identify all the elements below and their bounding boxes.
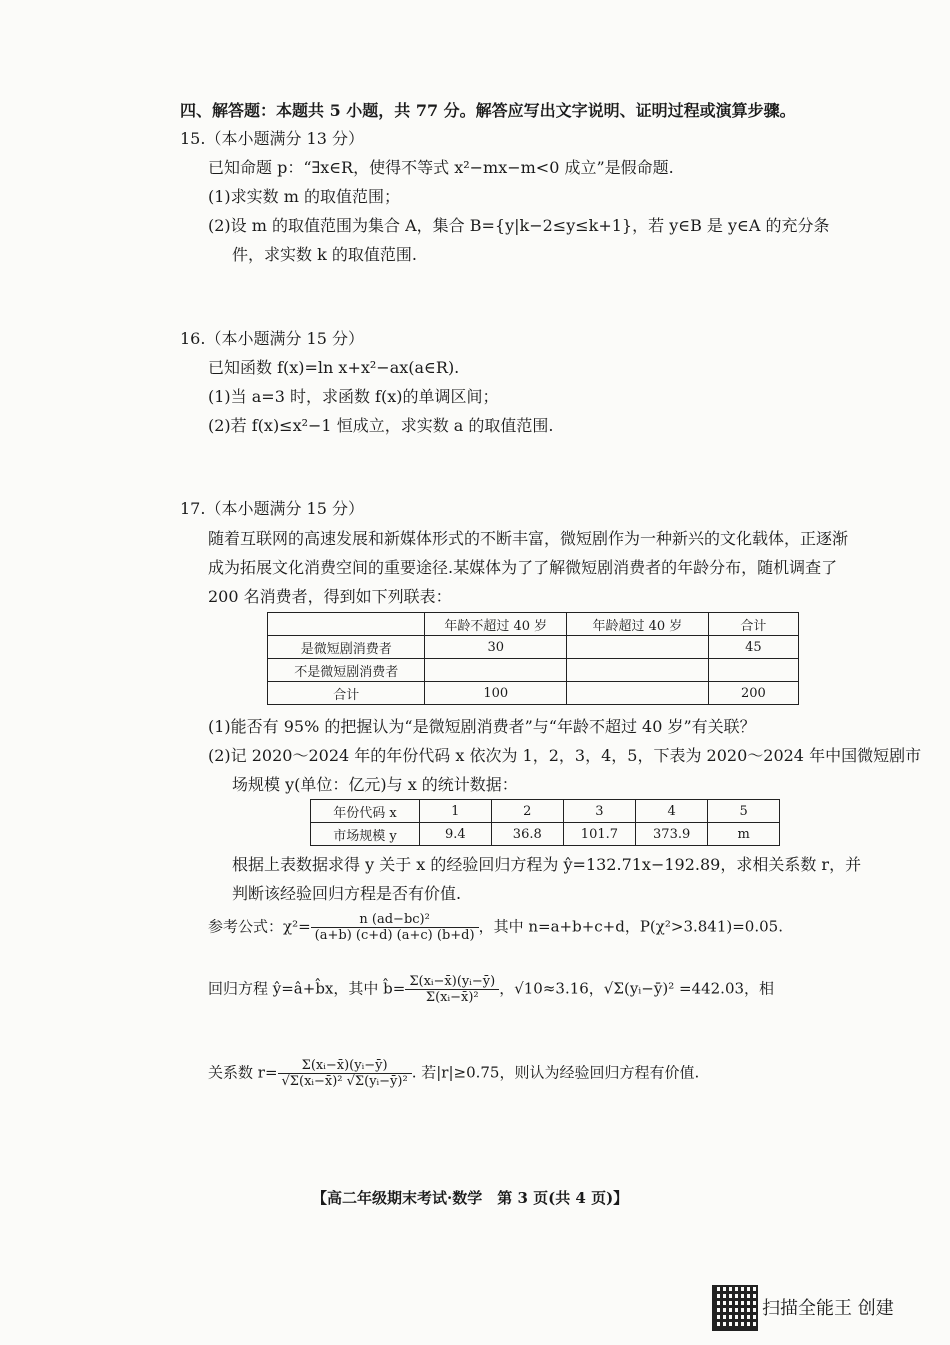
formula-suffix: ，√10≈3.16，√Σ(yᵢ−ȳ)² =442.03，相: [499, 979, 775, 998]
table1-cell: [567, 659, 709, 682]
b-denominator: Σ(xᵢ−x̄)²: [425, 990, 479, 1005]
table1-header: 年龄超过 40 岁: [567, 613, 709, 636]
correlation-formula: [208, 1058, 699, 1089]
table2-cell: 36.8: [491, 823, 563, 846]
table1-cell: [708, 659, 798, 682]
table-row: [268, 682, 799, 705]
table2-cell: 3: [563, 800, 635, 823]
chi-square-formula: [208, 912, 783, 943]
table-row: [311, 800, 780, 823]
formula-label: 回归方程 ŷ=â+b̂x，其中 b̂=: [208, 979, 406, 998]
table1-header: 年龄不超过 40 岁: [425, 613, 567, 636]
table2-cell: 9.4: [419, 823, 491, 846]
market-size-table: [310, 799, 780, 846]
q15-part2: (2)设 m 的取值范围为集合 A，集合 B={y|k−2≤y≤k+1}，若 y∈B 是 y∈A 的充分条: [208, 216, 830, 235]
formula-label: 参考公式：χ²=: [208, 917, 311, 936]
q16-stem: 已知函数 f(x)=ln x+x²−ax(a∈R).: [208, 358, 460, 377]
table1-cell: [567, 682, 709, 705]
table1-cell: 是微短剧消费者: [268, 636, 425, 659]
table2-cell: 101.7: [563, 823, 635, 846]
qr-code: [712, 1285, 758, 1331]
table-row: [268, 636, 799, 659]
table-row: [311, 823, 780, 846]
r-denominator: √Σ(xᵢ−x̄)² √Σ(yᵢ−ȳ)²: [281, 1074, 408, 1089]
page-footer: 【高二年级期末考试·数学 第 3 页(共 4 页)】: [312, 1189, 629, 1207]
formula-suffix: ，其中 n=a+b+c+d，P(χ²>3.841)=0.05.: [478, 917, 783, 936]
table1-cell: 30: [425, 636, 567, 659]
formula-suffix: . 若|r|≥0.75，则认为经验回归方程有价值.: [411, 1063, 700, 1082]
table1-header: [268, 613, 425, 636]
r-numerator: Σ(xᵢ−x̄)(yᵢ−ȳ): [278, 1058, 412, 1074]
table2-cell: 373.9: [636, 823, 708, 846]
b-numerator: Σ(xᵢ−x̄)(yᵢ−ȳ): [405, 974, 499, 990]
q17-part2-text-cont: 判断该经验回归方程是否有价值.: [232, 884, 462, 903]
formula-label: 关系数 r=: [208, 1063, 278, 1082]
table1-cell: 45: [708, 636, 798, 659]
q17-part2: (2)记 2020～2024 年的年份代码 x 依次为 1，2，3，4，5，下表为 2020～2024 年中国微短剧市: [208, 746, 922, 765]
q15-part1: (1)求实数 m 的取值范围；: [208, 187, 401, 206]
q17-part2-cont: 场规模 y(单位：亿元)与 x 的统计数据：: [232, 775, 518, 794]
q17-text-2: 成为拓展文化消费空间的重要途径.某媒体为了了解微短剧消费者的年龄分布，随机调查了: [208, 558, 838, 577]
q15-heading: 15.（本小题满分 13 分）: [180, 129, 364, 148]
table2-cell: 市场规模 y: [311, 823, 420, 846]
table2-cell: m: [708, 823, 780, 846]
table1-cell: [425, 659, 567, 682]
q17-part1: (1)能否有 95% 的把握认为“是微短剧消费者”与“年龄不超过 40 岁”有关联？: [208, 717, 756, 736]
table1-cell: 200: [708, 682, 798, 705]
q15-stem: 已知命题 p：“∃x∈R，使得不等式 x²−mx−m<0 成立”是假命题.: [208, 158, 674, 177]
q16-part2: (2)若 f(x)≤x²−1 恒成立，求实数 a 的取值范围.: [208, 416, 554, 435]
section-title: 四、解答题：本题共 5 小题，共 77 分。解答应写出文字说明、证明过程或演算步骤。: [180, 101, 796, 120]
table1-cell: [567, 636, 709, 659]
table2-cell: 5: [708, 800, 780, 823]
table2-cell: 年份代码 x: [311, 800, 420, 823]
q16-part1: (1)当 a=3 时，求函数 f(x)的单调区间；: [208, 387, 499, 406]
table1-header: 合计: [708, 613, 798, 636]
table2-cell: 2: [491, 800, 563, 823]
table2-cell: 1: [419, 800, 491, 823]
table1-cell: 100: [425, 682, 567, 705]
chi-numerator: n (ad−bc)²: [311, 912, 479, 928]
table-row: [268, 659, 799, 682]
table1-cell: 不是微短剧消费者: [268, 659, 425, 682]
q15-part2-cont: 件，求实数 k 的取值范围.: [232, 245, 417, 264]
q17-heading: 17.（本小题满分 15 分）: [180, 499, 364, 518]
contingency-table: [267, 612, 799, 705]
regression-formula: [208, 974, 774, 1005]
table2-cell: 4: [636, 800, 708, 823]
scanner-watermark: 扫描全能王 创建: [762, 1298, 894, 1319]
q17-part2-text: 根据上表数据求得 y 关于 x 的经验回归方程为 ŷ=132.71x−192.89，求相关系数 r，并: [232, 855, 862, 874]
chi-denominator: (a+b) (c+d) (a+c) (b+d): [314, 928, 475, 943]
q17-text-3: 200 名消费者，得到如下列联表：: [208, 587, 452, 606]
table1-cell: 合计: [268, 682, 425, 705]
q16-heading: 16.（本小题满分 15 分）: [180, 329, 364, 348]
q17-text-1: 随着互联网的高速发展和新媒体形式的不断丰富，微短剧作为一种新兴的文化载体，正逐渐: [208, 529, 849, 548]
